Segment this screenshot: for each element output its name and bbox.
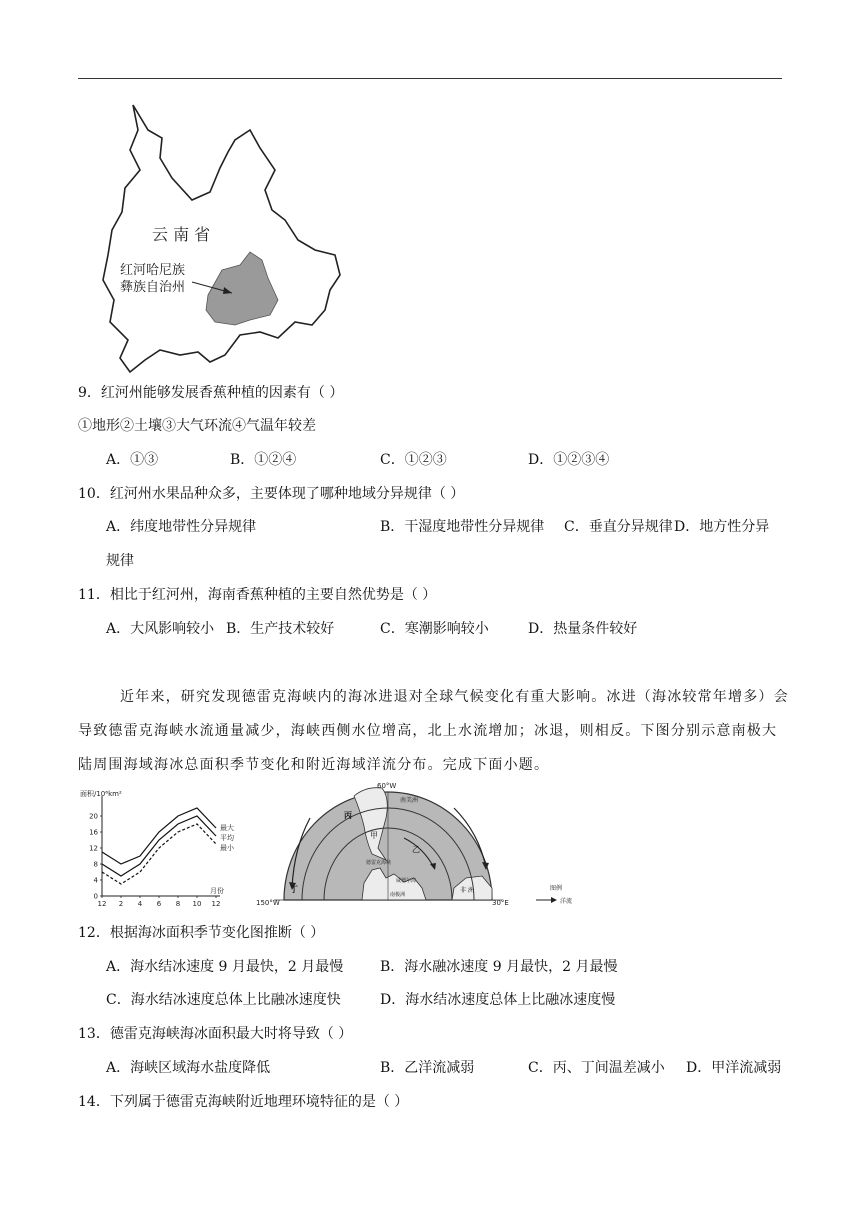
q10-option-continued: 规律 bbox=[106, 553, 134, 569]
q13-option-b: B．乙洋流减弱 bbox=[380, 1060, 475, 1076]
legend-entry: 平均 bbox=[220, 834, 234, 842]
q10-option-a: A．纬度地带性分异规律 bbox=[106, 519, 257, 535]
series-line-0 bbox=[102, 808, 216, 864]
legend-entry: 最小 bbox=[220, 844, 234, 852]
q13-option-c: C．丙、丁间温差减小 bbox=[528, 1060, 665, 1076]
yunnan-map bbox=[100, 100, 360, 375]
q12-option-c: C．海水结冰速度总体上比融冰速度快 bbox=[106, 992, 341, 1008]
q9-option-d: D．①②③④ bbox=[528, 452, 610, 468]
label-yi: 乙 bbox=[412, 845, 420, 854]
q11-stem: 11．相比于红河州，海南香蕉种植的主要自然优势是（ ） bbox=[78, 587, 437, 603]
x-tick-label: 4 bbox=[137, 900, 143, 908]
y-tick-label: 20 bbox=[89, 812, 98, 821]
y-tick-label: 4 bbox=[93, 876, 98, 885]
label-south-america: 南美洲 bbox=[400, 797, 419, 804]
q9-option-a: A．①③ bbox=[106, 452, 159, 468]
y-tick-label: 12 bbox=[89, 844, 98, 853]
q14-stem: 14．下列属于德雷克海峡附近地理环境特征的是（ ） bbox=[78, 1094, 409, 1110]
label-30e: 30°E bbox=[492, 899, 509, 907]
q12-option-a: A．海水结冰速度 9 月最快，2 月最慢 bbox=[106, 959, 344, 975]
sea-ice-area-chart bbox=[78, 786, 248, 910]
q9-stem: 9．红河州能够发展香蕉种植的因素有（ ） bbox=[78, 385, 344, 401]
y-tick-label: 0 bbox=[93, 892, 98, 901]
q12-option-b: B．海水融冰速度 9 月最快，2 月最慢 bbox=[380, 959, 618, 975]
q10-option-c: C．垂直分异规律 bbox=[564, 519, 673, 535]
header-rule bbox=[78, 78, 782, 79]
x-tick-label: 12 bbox=[97, 900, 107, 908]
q11-option-a: A．大风影响较小 bbox=[106, 621, 215, 637]
label-africa: 非 洲 bbox=[460, 887, 474, 894]
q9-option-b: B．①②④ bbox=[230, 452, 297, 468]
x-axis-label: 月份 bbox=[210, 887, 224, 895]
y-axis-label: 面积/10⁶km² bbox=[80, 790, 122, 798]
passage-line-2: 导致德雷克海峡水流通量减少，海峡西侧水位增高，北上水流增加；冰退，则相反。下图分别示意南极大 bbox=[78, 723, 778, 739]
q12-stem: 12．根据海冰面积季节变化图推断（ ） bbox=[78, 925, 325, 941]
x-tick-label: 10 bbox=[192, 900, 202, 908]
q9-items: ①地形②土壤③大气环流④气温年较差 bbox=[78, 418, 316, 434]
q12-option-d: D．海水结冰速度总体上比融冰速度慢 bbox=[380, 992, 616, 1008]
q11-option-d: D．热量条件较好 bbox=[528, 621, 638, 637]
passage-line-1: 近年来，研究发现德雷克海峡内的海冰进退对全球气候变化有重大影响。冰进（海冰较常年增多）会 bbox=[120, 689, 789, 705]
label-weddell: 威德尔海 bbox=[396, 878, 417, 884]
q10-stem: 10．红河州水果品种众多，主要体现了哪种地域分异规律（ ） bbox=[78, 486, 465, 502]
label-antarctica: 南极洲 bbox=[390, 892, 406, 898]
prefecture-label-2: 彝族自治州 bbox=[120, 280, 186, 295]
yunnan-outline bbox=[103, 105, 340, 372]
x-tick-label: 8 bbox=[175, 900, 181, 908]
q11-option-c: C．寒潮影响较小 bbox=[380, 621, 489, 637]
x-tick-label: 12 bbox=[211, 900, 221, 908]
q10-option-b: B．干湿度地带性分异规律 bbox=[380, 519, 545, 535]
x-tick-label: 6 bbox=[156, 900, 162, 908]
label-jia: 甲 bbox=[370, 831, 378, 840]
label-60w: 60°W bbox=[377, 782, 397, 790]
q9-option-c: C．①②③ bbox=[380, 452, 447, 468]
prefecture-label-1: 红河哈尼族 bbox=[120, 263, 186, 278]
q11-option-b: B．生产技术较好 bbox=[226, 621, 335, 637]
q13-option-d: D．甲洋流减弱 bbox=[686, 1060, 782, 1076]
label-drake: 德雷克海峡 bbox=[366, 860, 392, 866]
label-150w: 150°W bbox=[256, 899, 280, 907]
y-tick-label: 8 bbox=[93, 860, 98, 869]
province-label: 云 南 省 bbox=[152, 225, 211, 244]
label-ding: 丁 bbox=[290, 885, 298, 894]
q13-option-a: A．海峡区域海水盐度降低 bbox=[106, 1060, 271, 1076]
x-tick-label: 2 bbox=[118, 900, 124, 908]
series-line-1 bbox=[102, 816, 216, 876]
q13-stem: 13．德雷克海峡海冰面积最大时将导致（ ） bbox=[78, 1026, 353, 1042]
y-tick-label: 16 bbox=[89, 828, 98, 837]
ocean-current-map bbox=[254, 778, 584, 908]
legend-title: 图例 bbox=[550, 885, 563, 892]
q10-option-d: D．地方性分异 bbox=[674, 519, 770, 535]
label-bing: 丙 bbox=[344, 811, 352, 820]
legend-entry: 最大 bbox=[220, 824, 234, 832]
legend-item: 洋流 bbox=[560, 898, 573, 905]
legend-arrowhead bbox=[551, 897, 557, 903]
passage-line-3: 陆周围海域海冰总面积季节变化和附近海域洋流分布。完成下面小题。 bbox=[78, 757, 550, 773]
